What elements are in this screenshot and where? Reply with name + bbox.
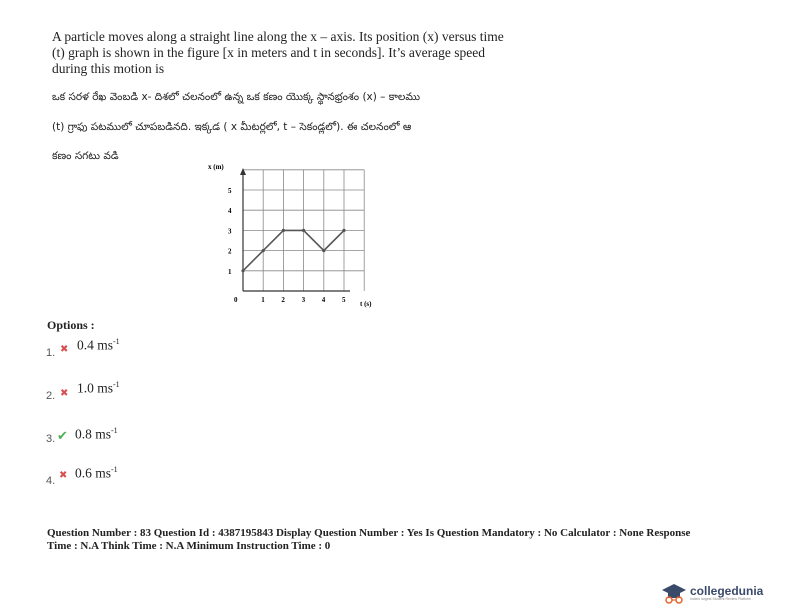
option-text: 0.8 $ms^{-1}$ <box>75 426 118 442</box>
data-point <box>282 229 285 232</box>
x-tick-label: 5 <box>342 296 346 304</box>
data-point <box>262 249 265 252</box>
graph-axes <box>240 168 350 291</box>
question-line-3: during this motion is <box>52 61 165 76</box>
data-point <box>342 229 345 232</box>
wrong-icon: ✖ <box>60 388 69 399</box>
y-tick-label: 2 <box>228 247 232 256</box>
metadata-line-2: Time : N.A Think Time : N.A Minimum Instruction Time : 0 <box>47 540 331 552</box>
x-tick-labels <box>261 296 346 304</box>
option-text: 1.0 $ms^{-1}$ <box>77 380 120 396</box>
x-tick-label: 1 <box>261 296 265 304</box>
option-text: 0.4 $ms^{-1}$ <box>77 337 120 353</box>
option-1[interactable] <box>46 336 246 376</box>
option-3[interactable] <box>46 424 246 464</box>
option-number: 3. <box>46 433 56 445</box>
y-tick-labels <box>228 187 232 276</box>
question-telugu-line-2: (t) గ్రాఫు పటములో చూపబడినది. ఇక్కడ ( x మీటర్లలో, t – సెకండ్లలో). ఈ చలనంలో ఆ <box>52 121 412 133</box>
option-2[interactable] <box>46 379 246 419</box>
question-english <box>52 29 582 77</box>
question-telugu-line-3: కణం సగటు వడి <box>52 150 119 162</box>
question-telugu-line-1: ఒక సరళ రేఖ వెంబడి x- దిశలో చలనంలో ఉన్న ఒక కణం యొక్క స్థానభ్రంశం (x) – కాలము <box>52 91 421 103</box>
data-point <box>241 269 244 272</box>
option-text: 0.6 $ms^{-1}$ <box>75 465 118 481</box>
metadata-line-1: Question Number : 83 Question Id : 4387195843 Display Question Number : Yes Is Question Mandatory : No Calculator : None Response <box>47 527 691 539</box>
y-axis-label: x (m) <box>208 163 224 171</box>
check-icon: ✔ <box>57 428 68 443</box>
origin-label: 0 <box>234 296 238 304</box>
position-time-graph <box>200 160 400 310</box>
y-tick-label: 5 <box>228 187 232 195</box>
x-tick-label: 3 <box>301 296 306 304</box>
option-4[interactable] <box>46 464 246 504</box>
y-tick-label: 1 <box>228 267 232 276</box>
question-metadata <box>47 527 767 553</box>
graduation-cap-icon <box>660 581 688 605</box>
data-point <box>302 229 305 232</box>
wrong-icon: ✖ <box>60 344 69 355</box>
x-tick-label: 4 <box>321 296 326 304</box>
option-number: 2. <box>46 390 56 402</box>
options-label: Options : <box>47 318 95 332</box>
option-number: 4. <box>46 475 56 487</box>
x-axis-label: t (s) <box>360 300 372 308</box>
collegedunia-logo <box>660 581 790 605</box>
y-axis-arrow <box>240 168 246 175</box>
y-tick-label: 4 <box>228 207 232 216</box>
data-point <box>322 249 325 252</box>
logo-tagline: India's largest Student Review Platform <box>690 597 751 601</box>
option-number: 1. <box>46 347 56 359</box>
y-tick-label: 3 <box>228 227 232 236</box>
wrong-icon: ✖ <box>59 470 68 481</box>
question-line-1: A particle moves along a straight line along the x – axis. Its position (x) versus time <box>52 29 504 44</box>
question-line-2: (t) graph is shown in the figure [x in meters and t in seconds]. It’s average speed <box>52 45 486 60</box>
logo-name: collegedunia <box>690 584 764 598</box>
x-tick-label: 2 <box>281 296 285 304</box>
